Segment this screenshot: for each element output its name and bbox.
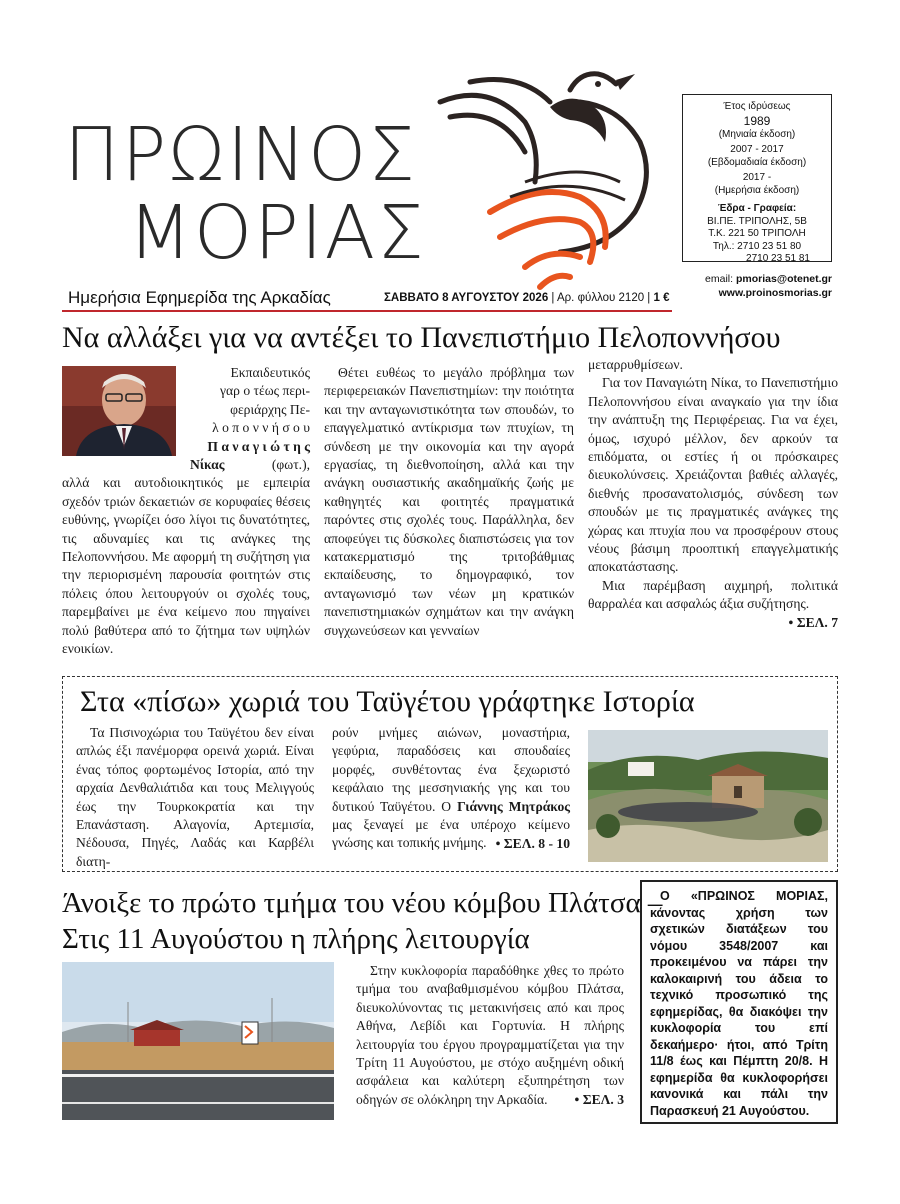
office-label: Έδρα - Γραφεία: [717, 203, 797, 214]
village-photo [588, 730, 828, 862]
issue-price: 1 € [653, 292, 670, 304]
founded-label: Έτος ιδρύσεως [723, 101, 791, 112]
article3-headline-line1[interactable]: Άνοιξε το πρώτο τμήμα του νέου κόμβου Πλάτσα – [62, 887, 663, 919]
founded-year: 1989 [743, 113, 771, 128]
article2-author: Γιάννης Μητράκος [457, 798, 570, 814]
article1-col2 [324, 364, 574, 640]
article2-col1 [76, 724, 314, 871]
masthead-subtitle: Ημερήσια Εφημερίδα της Αρκαδίας [68, 288, 331, 307]
address-line-2: Τ.Κ. 221 50 ΤΡΙΠΟΛΗ [708, 228, 806, 239]
article2-headline[interactable]: Στα «πίσω» χωριά του Ταϋγέτου γράφτηκε Ιστορία [80, 685, 695, 718]
article1-side-5: Π α ν α γ ι ώ τ η ς [207, 438, 310, 454]
article2-col2-body-b: μας ξεναγεί με ένα υπέροχο κείμενο γνώσης και τοπικής μνήμης. [332, 817, 570, 851]
address-line-1: ΒΙ.ΠΕ. ΤΡΙΠΟΛΗΣ, 5Β [707, 215, 807, 227]
article2-col2 [332, 724, 570, 853]
email-label: email: [705, 273, 734, 285]
logo-line-1: ΠΡΩΙΝΟΣ [64, 112, 417, 198]
subject-name: Νίκας [190, 457, 225, 473]
website-link[interactable]: www.proinosmorias.gr [718, 287, 832, 300]
article1-side-2: γαρ ο τέως περι- [220, 383, 310, 399]
email-link[interactable]: pmorias@otenet.gr [735, 273, 832, 285]
contact-block [682, 272, 832, 300]
article1-headline[interactable]: Να αλλάξει για να αντέξει το Πανεπιστήμιο Πελοποννήσου [62, 321, 781, 354]
daily-years: 2017 - [742, 172, 772, 183]
article3-page-ref[interactable]: • ΣΕΛ. 3 [574, 1092, 624, 1108]
monthly-edition: (Μηνιαία έκδοση) [718, 128, 796, 140]
article2-page-ref[interactable]: • ΣΕΛ. 8 - 10 [495, 835, 570, 851]
publication-info-box [682, 94, 832, 262]
issue-number: | Αρ. φύλλου 2120 | [551, 292, 651, 304]
photo-credit: (φωτ.), [271, 457, 310, 473]
article3-body-col [356, 962, 624, 1110]
masthead-date-line [384, 292, 670, 304]
holiday-notice-text: Ο «ΠΡΩΙΝΟΣ ΜΟΡΙΑΣ, κάνοντας χρήση των σχετικών διατάξεων του νόμου 3548/2007 και προκειμένου να πάρει την καλοκαιρινή του άδεια το τεχνικό προσωπικό της εφημερίδας, θα διακόψει την κυκλοφορία του επί δεκαήμερο· ήτοι, από Τρίτη 11/8 έως και Πέμπτη 20/8. Η εφημερίδα θα κυκλοφορήσει κανονικά και πάλι την Παρασκευή 21 Αυγούστου. [650, 889, 828, 1118]
article1-col3 [588, 356, 838, 632]
weekly-edition: (Εβδομαδιαία έκδοση) [707, 156, 807, 168]
article2-col1-body: Τα Πισινοχώρια του Ταϋγέτου δεν είναι απλώς έξι πανέμορφα ορεινά χωριά. Είναι ένας τόπος φορτωμένος Ιστορία, από την αρχαία Δενθαλιάτιδα και τους Μελιγγούς έως την Τουρκοκρατία και την Επανάσταση. Αλαγονία, Αρτεμισία, Νέδουσα, Πηγές, Λαδάς και Καρβέλι διατη- [76, 725, 314, 869]
holiday-notice-box [640, 880, 838, 1124]
article1-side-3: φεριάρχης Πε- [230, 401, 310, 417]
article1-page-ref[interactable]: • ΣΕΛ. 7 [788, 614, 838, 630]
daily-edition: (Ημερήσια έκδοση) [714, 184, 800, 196]
article1-col1-body: αλλά και αυτοδιοικητικός με εμπειρία σχεδόν τριών δεκαετιών σε κορυφαίες θέσεις ευθύνης, γνωρίζει όσο λίγοι τις δυνατότητες, τις αδυναμίες και τις ανάγκες της Πελοποννήσου. Με αφορμή τη συζήτηση για την περιορισμένη παρουσία φοιτητών στις πόλεις όπου λειτουργούν οι σχολές τους, παρεμβαίνει με ένα κείμενο που πηγαίνει πολύ βαθύτερα από το ζήτημα των υψηλών ενοικίων. [62, 475, 310, 657]
article3-body: Στην κυκλοφορία παραδόθηκε χθες το πρώτο τμήμα του αναβαθμισμένου κόμβου Πλάτσα, διευκολύνοντας τις μετακινήσεις από και προς Αθήνα, Λεβίδι και Γορτυνία. Η πλήρης λειτουργία του έργου προγραμματίζεται για την Τρίτη 11 Αυγούστου, με στόχο αυξημένη οδική ασφάλεια και καλύτερη εξυπηρέτηση των οδηγών σε ολόκληρη την Αρκαδία. [356, 963, 624, 1107]
road-photo [62, 962, 334, 1120]
phone-line-2: 2710 23 51 81 [746, 253, 810, 264]
dove-logo-icon [430, 62, 680, 292]
article1-side-4: λ ο π ο ν ν ή σ ο υ [212, 420, 310, 436]
weekly-years: 2007 - 2017 [730, 144, 784, 155]
phone-line-1: Τηλ.: 2710 23 51 80 [712, 240, 802, 252]
article1-col3-body1: Για τον Παναγιώτη Νίκα, το Πανεπιστήμιο Πελοποννήσου είναι αναγκαίο για την ίδια την ανάπτυξη της Περιφέρειας. Για να έχει, όμως, ισχυρό μέλλον, δεν αρκούν τα επιδόματα, οι εστίες ή οι πρόσκαιρες διευκολύνσεις. Χρειάζονται βαθιές αλλαγές, διεθνής προσανατολισμός, σύνδεση των σπουδών με τις πραγματικές ανάγκες της χώρας και πτυχία που να προσφέρουν στους νέους βάσιμη προοπτική επαγγελματικής αποκατάστασης. [588, 375, 838, 575]
logo-line-2: ΜΟΡΙΑΣ [128, 190, 426, 276]
article1-col1 [62, 364, 310, 659]
article2-col2-body-a: ρούν μνήμες αιώνων, μοναστήρια, γεφύρια, παραδόσεις και σπουδαίες μορφές, συνθέτοντας ένα ξεχωριστό κεφάλαιο της μεσσηνιακής γης και του δυτικού Ταϋγέτου. Ο [332, 725, 570, 814]
article3-headline-line2[interactable]: Στις 11 Αυγούστου η πλήρης λειτουργία [62, 923, 530, 955]
masthead-rule [62, 310, 672, 312]
article1-col2-body: Θέτει ευθέως το μεγάλο πρόβλημα των περιφερειακών Πανεπιστημίων: την ποιότητα και την ανταγωνιστικότητα των σπουδών, το επαγγελματικό αντίκρισμα των πτυχίων, τη σύνδεση με την οικονομία και την αγορά εργασίας, τη διεθνοποίηση, αλλά και την ανάγκη ουσιαστικής ακαδημαϊκής ζωής με καθηγητές και φοιτητές πραγματικά παρόντες στις σχολές τους. Παράλληλα, δεν αποφεύγει τις δύσκολες διαπιστώσεις για τον κατακερματισμό της τριτοβάθμιας εκπαίδευσης, το δημογραφικό, τον ανταγωνισμό των νέων μη κρατικών πανεπιστημιακών σχημάτων και την ανάγκη συγχωνεύσεων και γενναίων [324, 365, 574, 638]
article1-col3-top: μεταρρυθμίσεων. [588, 357, 683, 372]
article1-side-1: Εκπαιδευτικός [230, 365, 310, 380]
article1-col3-body2: Μια παρέμβαση αιχμηρή, πολιτικά θαρραλέα και ασφαλώς άξια συζήτησης. [588, 577, 838, 612]
issue-date: ΣΑΒΒΑΤΟ 8 ΑΥΓΟΥΣΤΟΥ 2026 [384, 292, 549, 304]
